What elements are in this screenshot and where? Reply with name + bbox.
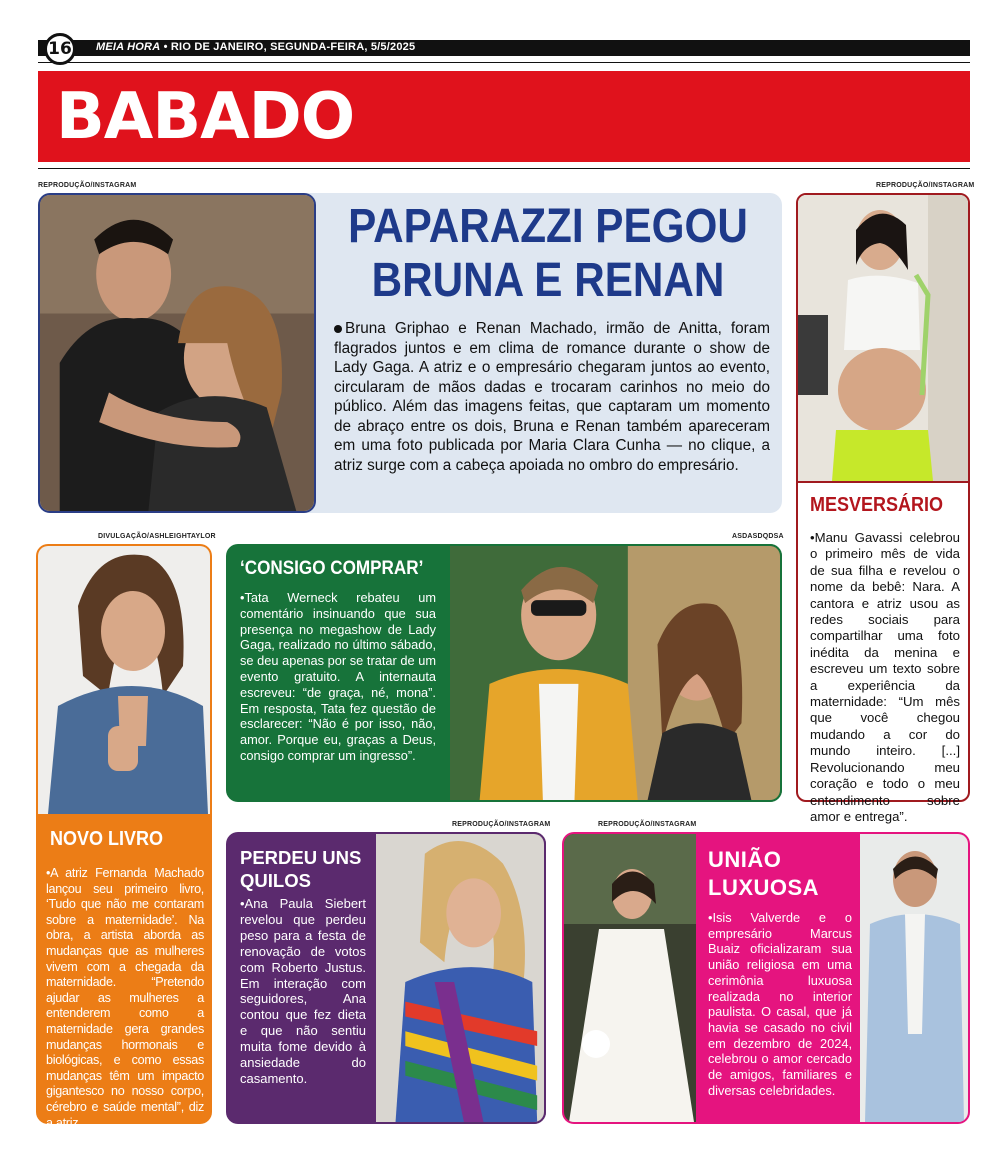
- consigo-title: ‘CONSIGO COMPRAR’: [240, 558, 424, 579]
- uniao-body: •Isis Valverde e o empresário Marcus Buaiz oficializaram sua união religiosa em uma cerimônia luxuosa realizada no interior paulista. O casal, que já havia se casado no civil em dezembro de 2024, celebrou o amor cercado de amigos, familiares e diversas celebridades.: [708, 910, 852, 1098]
- section-title: BABADO: [56, 80, 355, 154]
- headline-line-2: BRUNA E RENAN: [371, 254, 725, 307]
- quilos-photo: [374, 832, 546, 1124]
- dateline: [96, 41, 415, 53]
- feature-body-text: Bruna Griphao e Renan Machado, irmão de Anitta, foram flagrados juntos e em clima de romance durante o show de Lady Gaga. A atriz e o empresário chegaram juntos ao evento, circularam de mãos dadas e trocaram carinhos no meio do público. Além das imagens feitas, que captaram um momento de abraço entre os dois, Bruna e Renan também apareceram em uma foto publicada por Maria Clara Cunha — no clique, a atriz surge com a cabeça apoiada no ombro do empresário.: [334, 320, 770, 474]
- mesversario-title: MESVERSÁRIO: [810, 494, 944, 516]
- bullet-icon: [334, 325, 342, 333]
- quilos-body: •Ana Paula Siebert revelou que perdeu peso para a festa de renovação de votos com Roberto Justus. Em interação com seguidores, Ana contou que fez dieta e que não sentiu muita fome devido à ansiedade do casamento.: [240, 896, 366, 1086]
- section-banner: [38, 71, 970, 162]
- photo-credit: ASDASDQDSA: [732, 533, 784, 540]
- uniao-bride-photo: [564, 834, 696, 1122]
- consigo-body: •Tata Werneck rebateu um comentário insinuando que sua presença no megashow de Lady Gaga, realizado no último sábado, se deu apenas por se tratar de um evento gratuito. A internauta escreveu: “de graça, né, mona”. Em resposta, Tata fez questão de esclarecer: “Não é por isso, não, amor. Porque eu, graças a Deus, consigo comprar um ingresso”.: [240, 590, 436, 763]
- divider: [798, 481, 968, 483]
- livro-photo: [38, 546, 210, 814]
- uniao-groom-photo: [860, 834, 968, 1122]
- feature-headline: [347, 200, 748, 308]
- feature-body: [334, 319, 770, 475]
- photo-credit: DIVULGAÇÃO/ASHLEIGHTAYLOR: [98, 533, 216, 540]
- mesversario-photo: [798, 195, 968, 481]
- brand-name: MEIA HORA: [96, 41, 161, 53]
- divider: [38, 168, 970, 169]
- livro-title: NOVO LIVRO: [50, 828, 164, 850]
- photo-credit: REPRODUÇÃO/INSTAGRAM: [876, 182, 975, 189]
- uniao-title: UNIÃO LUXUOSA: [708, 847, 820, 900]
- headline-line-1: PAPARAZZI PEGOU: [348, 200, 748, 253]
- mesversario-body: •Manu Gavassi celebrou o primeiro mês de vida de sua filha e revelou o nome da bebê: Nara. A cantora e atriz usou as redes sociais para compartilhar uma foto inédita da menina e escreveu um texto sobre a experiência da maternidade: “Um mês que você chegou mudando a cor do mundo inteiro. [...] Revolucionando meu coração e todo o meu entendimento sobre amor e entrega”.: [810, 530, 960, 824]
- feature-photo: [38, 193, 316, 513]
- page-number: 16: [44, 33, 76, 65]
- quilos-title: PERDEU UNS QUILOS: [240, 847, 362, 891]
- photo-credit: REPRODUÇÃO/INSTAGRAM: [38, 182, 137, 189]
- divider: [38, 62, 970, 63]
- photo-credit: REPRODUÇÃO/INSTAGRAM: [452, 821, 551, 828]
- consigo-photo: [448, 544, 782, 802]
- dateline-text: • RIO DE JANEIRO, SEGUNDA-FEIRA, 5/5/2025: [163, 41, 416, 53]
- livro-body: •A atriz Fernanda Machado lançou seu primeiro livro, ‘Tudo que não me contaram sobre a maternidade’. Na obra, a artista aborda as mudanças que as mulheres vivem com a chegada da maternidade. “Pretendo ajudar as mulheres a entenderem como a maternidade gera grandes mudanças hormonais e biológicas, e como essas mudanças têm um impacto gigantesco no nosso corpo, cérebro e saúde mental”, diz a atriz.: [46, 866, 204, 1130]
- photo-credit: REPRODUÇÃO/INSTAGRAM: [598, 821, 697, 828]
